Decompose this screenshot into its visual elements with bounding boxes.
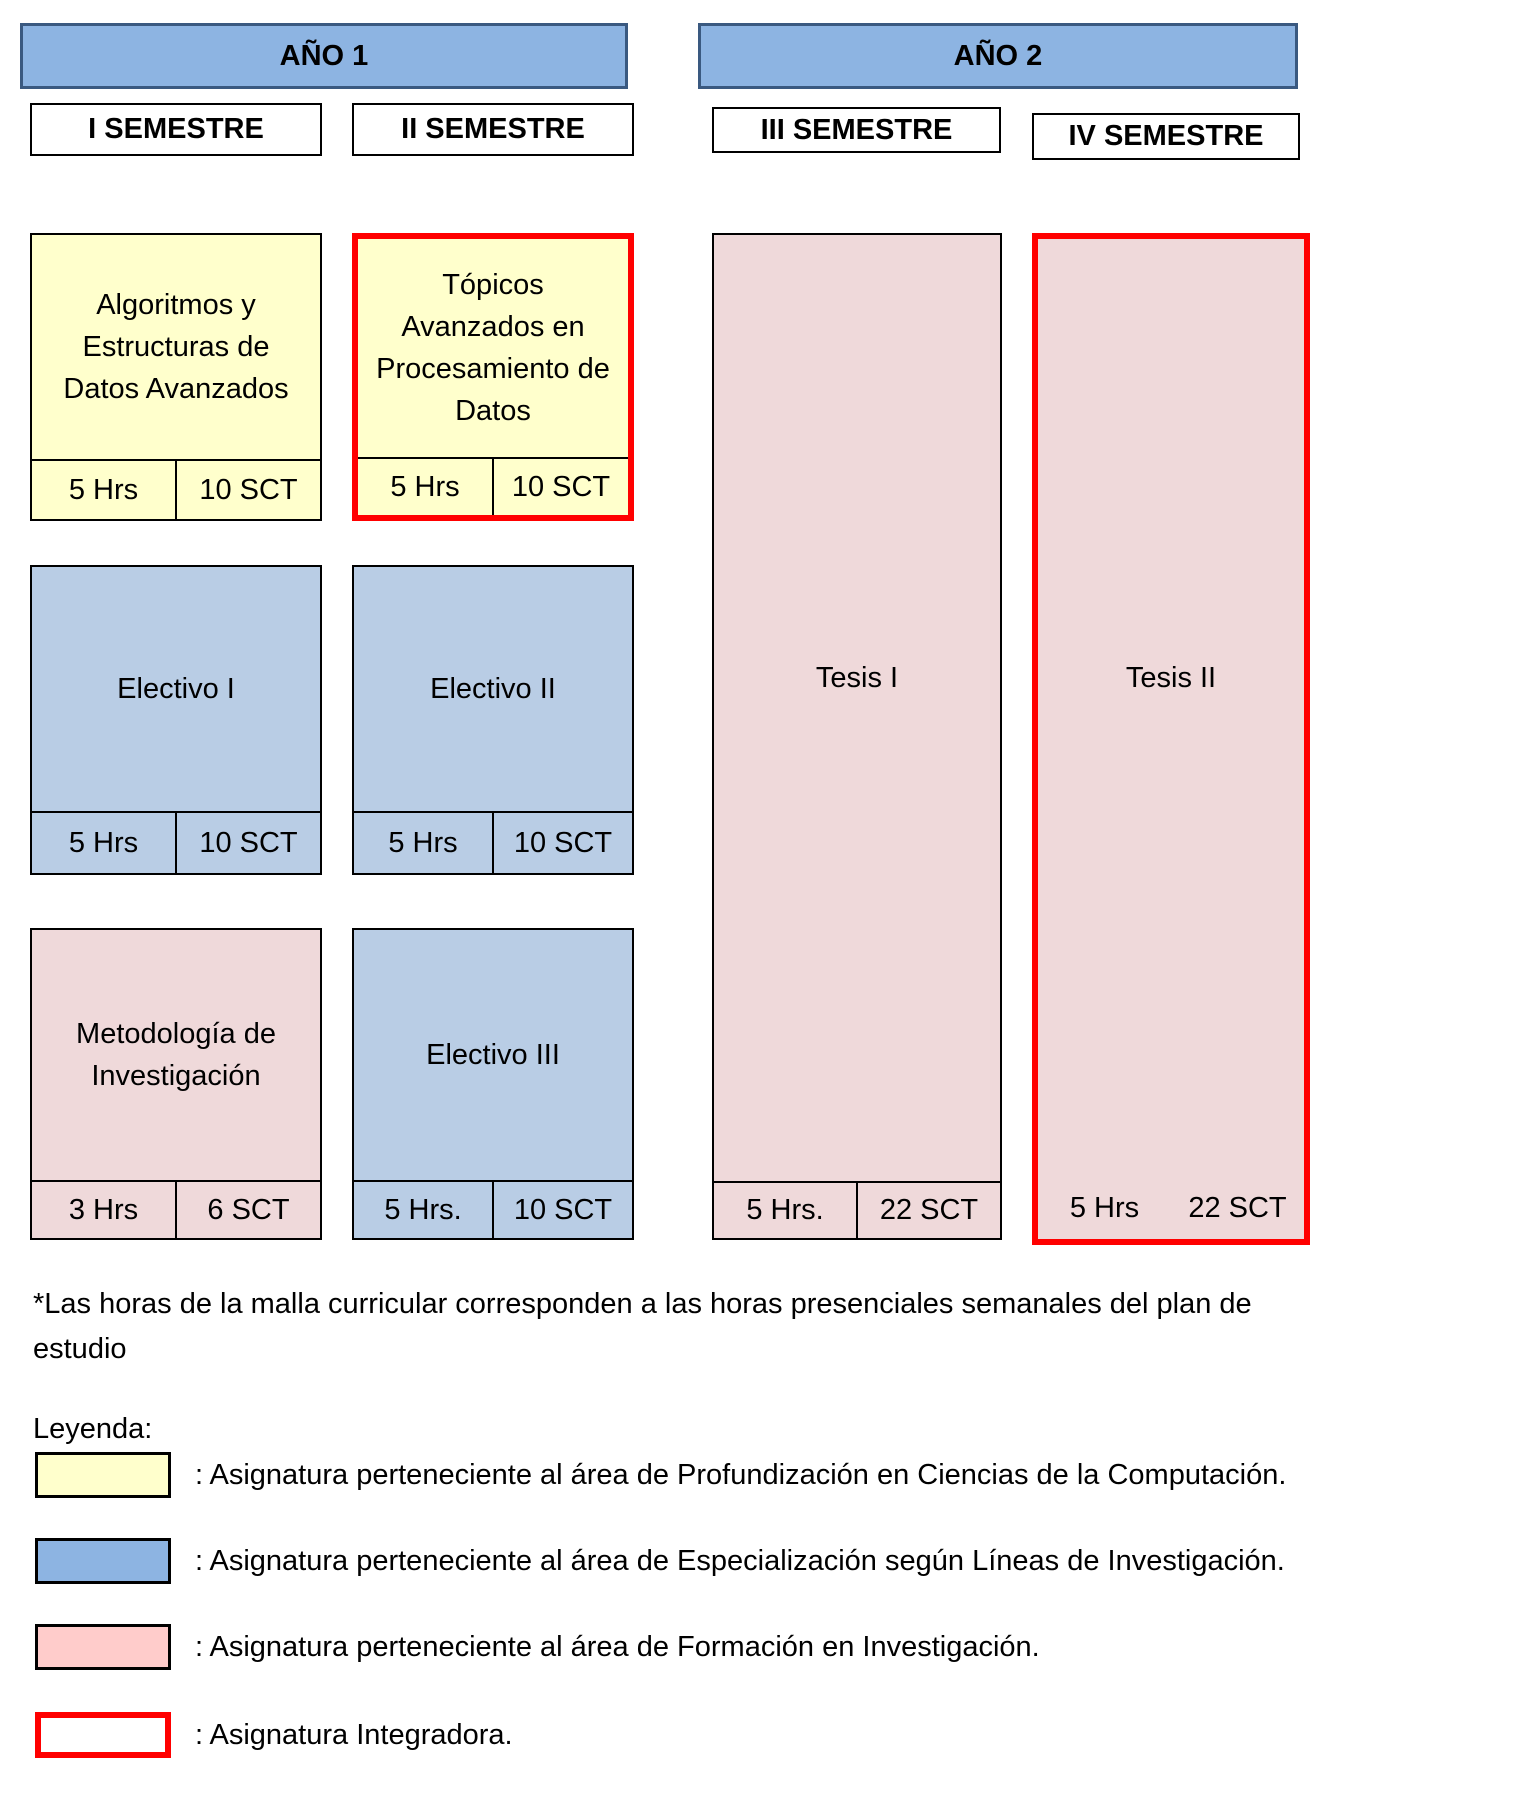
semester-2-header [352, 103, 634, 156]
course-footer [1038, 1177, 1304, 1239]
legend-item-especializacion [35, 1538, 1285, 1584]
course-hours: 5 Hrs [354, 813, 494, 873]
course-electivo-2 [352, 565, 634, 875]
footnote: *Las horas de la malla curricular corresponden a las horas presenciales semanales del plan de estudio [33, 1288, 1252, 1365]
course-hours: 3 Hrs [32, 1182, 177, 1238]
course-algoritmos [30, 233, 322, 521]
course-footer [32, 459, 320, 519]
course-credits: 10 SCT [513, 826, 613, 859]
semester-4-label: IV SEMESTRE [1068, 120, 1264, 152]
course-hours: 5 Hrs [32, 461, 177, 519]
pink-swatch [35, 1624, 171, 1670]
course-hours: 5 Hrs [1069, 1191, 1140, 1224]
legend-item-integradora [35, 1712, 513, 1758]
course-credits: 10 SCT [513, 1193, 613, 1226]
course-credits: 22 SCT [1188, 1191, 1287, 1224]
course-metodologia [30, 928, 322, 1240]
legend-item-profundizacion [35, 1452, 1286, 1498]
course-tesis-1 [712, 233, 1002, 1240]
course-hours: 5 Hrs [32, 813, 177, 873]
year-2-header [698, 23, 1298, 89]
course-title: Electivo II [430, 672, 556, 705]
course-electivo-1 [30, 565, 322, 875]
course-title: Metodología de Investigación [76, 1017, 276, 1092]
year-1-header [20, 23, 628, 89]
legend-label: : Asignatura perteneciente al área de Especialización según Líneas de Investigación. [195, 1544, 1285, 1577]
semester-1-label: I SEMESTRE [88, 113, 264, 145]
semester-2-label: II SEMESTRE [401, 113, 585, 145]
course-credits: 6 SCT [207, 1193, 290, 1226]
course-title: Tópicos Avanzados en Procesamiento de Datos [376, 268, 610, 428]
course-title: Electivo I [117, 672, 235, 705]
course-title: Tesis II [1125, 661, 1217, 694]
course-electivo-3 [352, 928, 634, 1240]
course-topicos-avanzados [352, 233, 634, 521]
year-2-label: AÑO 2 [953, 39, 1043, 72]
red-outline-swatch [35, 1712, 171, 1758]
legend-label: : Asignatura perteneciente al área de Profundización en Ciencias de la Computación. [195, 1458, 1287, 1491]
course-hours: 5 Hrs. [714, 1183, 858, 1238]
legend-item-formacion [35, 1624, 1040, 1670]
semester-1-header [30, 103, 322, 156]
course-title: Algoritmos y Estructuras de Datos Avanzados [63, 288, 289, 406]
yellow-swatch [35, 1452, 171, 1498]
course-footer [714, 1181, 1000, 1238]
course-credits: 10 SCT [199, 826, 298, 859]
course-footer [32, 811, 320, 873]
course-hours: 5 Hrs. [354, 1182, 494, 1238]
course-hours: 5 Hrs [358, 459, 494, 515]
semester-4-header [1032, 113, 1300, 160]
course-title: Electivo III [426, 1038, 560, 1071]
legend-label: : Asignatura perteneciente al área de Formación en Investigación. [195, 1630, 1040, 1663]
semester-3-label: III SEMESTRE [760, 113, 953, 146]
legend-title: Leyenda: [33, 1413, 153, 1445]
course-credits: 10 SCT [199, 473, 298, 506]
course-credits: 22 SCT [879, 1194, 979, 1226]
blue-swatch [35, 1538, 171, 1584]
semester-3-header [712, 107, 1001, 153]
year-1-label: AÑO 1 [279, 39, 369, 72]
course-footer [32, 1180, 320, 1238]
legend-label: : Asignatura Integradora. [195, 1718, 513, 1751]
course-footer [354, 1180, 632, 1238]
course-footer [358, 457, 628, 515]
course-credits: 10 SCT [511, 470, 611, 503]
course-footer [354, 811, 632, 873]
course-tesis-2 [1032, 233, 1310, 1245]
course-title: Tesis I [815, 661, 899, 694]
